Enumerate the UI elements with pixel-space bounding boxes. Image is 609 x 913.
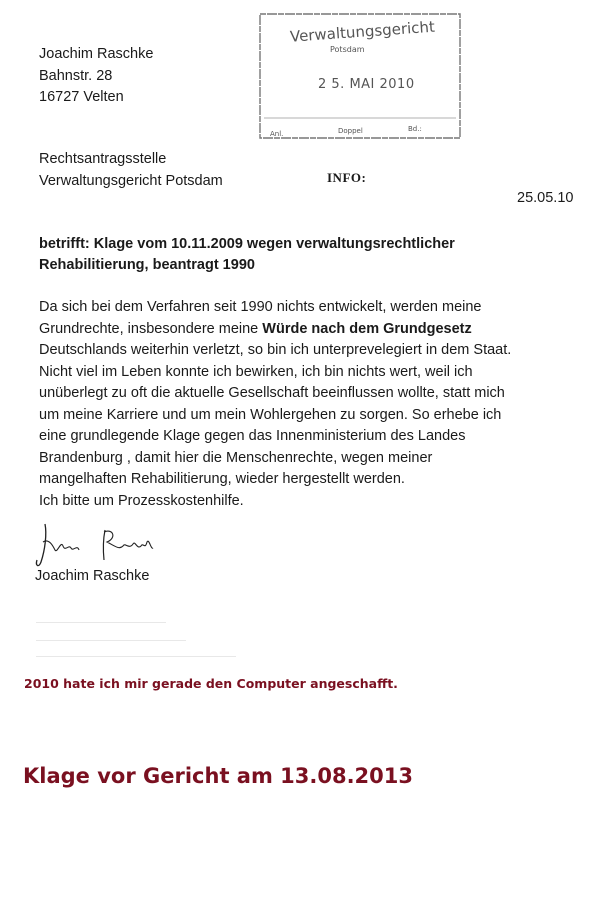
stamp-court: Verwaltungsgericht	[289, 17, 436, 46]
recipient-line-1: Rechtsantragsstelle	[39, 151, 167, 167]
stamp-date: 2 5. MAI 2010	[318, 77, 415, 92]
body-line: eine grundlegende Klage gegen das Innenministerium des Landes	[39, 428, 466, 444]
scan-artifact	[36, 640, 186, 641]
recipient-address	[39, 149, 223, 192]
stamp-field-anl: Anl.	[270, 130, 284, 138]
body-bold-span: Würde nach dem Grundgesetz	[262, 320, 472, 337]
subject-line	[39, 234, 455, 276]
body-line: Da sich bei dem Verfahren seit 1990 nichts entwickelt, werden meine	[39, 299, 482, 315]
letter-date: 25.05.10	[517, 190, 574, 206]
body-line: mangelhaften Rehabilitierung, wieder hergestellt werden.	[39, 471, 405, 487]
body-line: um meine Karriere und um mein Wohlergehen zu sorgen. So erhebe ich	[39, 406, 502, 423]
body-line: Nicht viel im Leben konnte ich bewirken, ich bin nichts wert, weil ich	[39, 363, 473, 380]
signature-name: Joachim Raschke	[35, 568, 150, 584]
letter-body	[39, 297, 579, 512]
body-line: Deutschlands weiterhin verletzt, so bin ich unterprevelegiert in dem Staat.	[39, 342, 512, 358]
stamp-field-doppel: Doppel	[338, 127, 363, 135]
sender-name: Joachim Raschke	[39, 46, 154, 62]
recipient-line-2: Verwaltungsgericht Potsdam	[39, 172, 223, 189]
handwritten-signature	[33, 520, 173, 572]
body-line	[39, 319, 579, 341]
sender-city: 16727 Velten	[39, 89, 124, 105]
sender-address	[39, 44, 153, 109]
scan-artifact	[36, 656, 236, 657]
body-text-span: Grundrechte, insbesondere meine	[39, 320, 263, 337]
annotation-headline: Klage vor Gericht am 13.08.2013	[23, 764, 414, 788]
stamp-location: Potsdam	[330, 45, 365, 54]
body-line: unüberlegt zu oft die aktuelle Gesellschaft beeinflussen wollte, statt mich	[39, 385, 505, 401]
subject-line-1: betrifft: Klage vom 10.11.2009 wegen verwaltungsrechtlicher	[39, 236, 455, 252]
sender-street: Bahnstr. 28	[39, 67, 113, 84]
info-label: INFO:	[327, 170, 367, 185]
scan-artifact	[36, 622, 166, 623]
received-stamp	[258, 12, 463, 142]
subject-line-2: Rehabilitierung, beantragt 1990	[39, 257, 255, 273]
body-line: Brandenburg , damit hier die Menschenrechte, wegen meiner	[39, 449, 433, 466]
annotation-note: 2010 hate ich mir gerade den Computer angeschafft.	[24, 676, 398, 691]
stamp-field-bd: Bd.:	[408, 125, 422, 133]
body-line: Ich bitte um Prozesskostenhilfe.	[39, 492, 244, 509]
